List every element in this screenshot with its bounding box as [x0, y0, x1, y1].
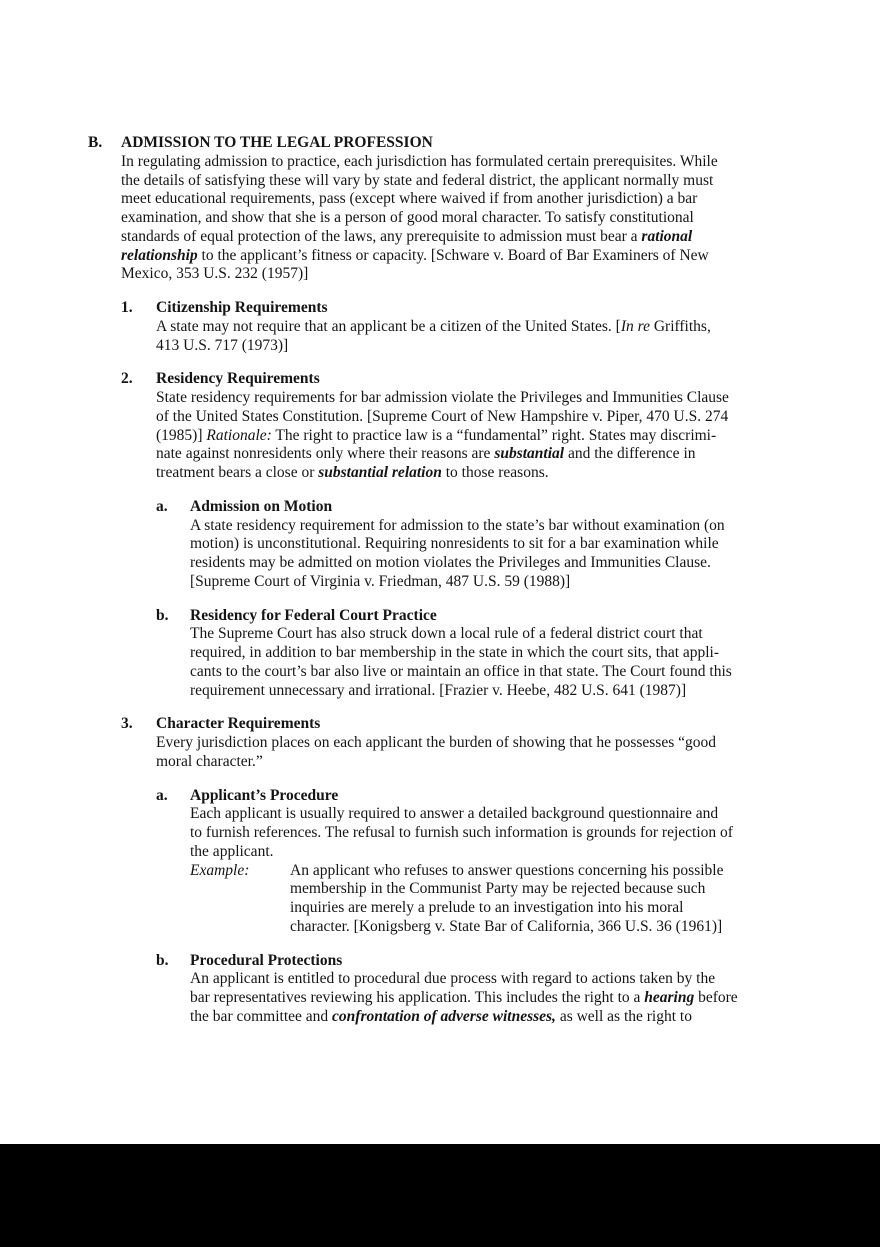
- doc-line: [290, 862, 792, 881]
- doc-block: [88, 134, 792, 284]
- doc-line: [156, 464, 792, 483]
- text-run: required, in addition to bar membership in the state in which the court sits, that appli-: [190, 644, 720, 661]
- text-run: An applicant is entitled to procedural due process with regard to actions taken by the: [190, 970, 716, 988]
- emphasis-run: In re: [620, 317, 650, 335]
- text-run: motion) is unconstitutional. Requiring nonresidents to sit for a bar examination while: [190, 535, 719, 553]
- text-run: Each applicant is usually required to answer a detailed background questionnaire and: [190, 805, 719, 823]
- block-body: [156, 370, 792, 483]
- text-run: 413 U.S. 717 (1973)]: [156, 336, 289, 354]
- doc-line: [190, 989, 792, 1008]
- text-run: An applicant who refuses to answer questions concerning his possible: [290, 861, 724, 879]
- block-body: [190, 498, 792, 592]
- doc-line: [156, 389, 792, 408]
- emphasis-run: confrontation of adverse witnesses,: [332, 1007, 556, 1025]
- doc-block: [121, 370, 792, 483]
- text-run: inquiries are merely a prelude to an investigation into his moral: [290, 899, 684, 916]
- emphasis-run: relationship: [121, 246, 198, 264]
- text-run: as well as the right to: [555, 1007, 692, 1025]
- doc-line: [190, 682, 792, 701]
- doc-line: [190, 805, 792, 824]
- text-run: The right to practice law is a “fundamental” right. States may discrimi-: [271, 426, 717, 444]
- doc-line: [156, 408, 792, 427]
- doc-line: [290, 918, 792, 937]
- doc-line: [190, 625, 792, 644]
- text-run: treatment bears a close or: [156, 464, 319, 481]
- block-body: [156, 299, 792, 355]
- text-run: before: [694, 989, 738, 1006]
- bottom-black-bar: [0, 1144, 880, 1247]
- doc-line: [121, 153, 792, 172]
- text-run: In regulating admission to practice, each jurisdiction has formulated certain prerequisites. While: [121, 152, 718, 170]
- text-run: The Supreme Court has also struck down a local rule of a federal district court that: [190, 625, 703, 643]
- doc-line: [190, 970, 792, 989]
- doc-line: [121, 190, 792, 209]
- text-run: Griffiths,: [649, 317, 711, 335]
- doc-line: [190, 824, 792, 843]
- text-run: standards of equal protection of the laws, any prerequisite to admission must bear a: [121, 227, 642, 245]
- block-title: Residency Requirements: [156, 370, 320, 388]
- emphasis-run: rational: [641, 227, 693, 245]
- text-run: character. [Konigsberg v. State Bar of California, 366 U.S. 36 (1961)]: [290, 917, 723, 935]
- text-run: Mexico, 353 U.S. 232 (1957)]: [121, 265, 309, 283]
- text-run: cants to the court’s bar also live or maintain an office in that state. The Court found this: [190, 662, 732, 680]
- text-run: requirement unnecessary and irrational. [Frazier v. Heebe, 482 U.S. 641 (1987)]: [190, 681, 687, 699]
- block-body: [156, 715, 792, 771]
- block-label: b.: [156, 951, 169, 969]
- doc-line: [190, 644, 792, 663]
- text-run: bar representatives reviewing his application. This includes the right to a: [190, 989, 645, 1006]
- text-run: Every jurisdiction places on each applicant the burden of showing that he possesses “good: [156, 734, 717, 751]
- document-body: [88, 134, 792, 1027]
- text-run: to furnish references. The refusal to furnish such information is grounds for rejection of: [190, 824, 733, 841]
- doc-line: [190, 535, 792, 554]
- text-run: and the difference in: [564, 445, 696, 463]
- text-run: to the applicant’s fitness or capacity. [Schware v. Board of Bar Examiners of New: [197, 246, 709, 264]
- doc-line: [156, 753, 792, 772]
- block-body: [121, 134, 792, 284]
- text-run: membership in the Communist Party may be rejected because such: [290, 880, 706, 898]
- text-run: to those reasons.: [441, 464, 549, 481]
- doc-block: [121, 715, 792, 771]
- doc-line: [121, 172, 792, 191]
- block-label: a.: [156, 786, 168, 804]
- text-run: [Supreme Court of Virginia v. Friedman, 487 U.S. 59 (1988)]: [190, 572, 571, 590]
- emphasis-run: Rationale:: [206, 426, 272, 444]
- block-title: Residency for Federal Court Practice: [190, 606, 437, 624]
- block-body: [190, 787, 792, 937]
- block-title: Applicant’s Procedure: [190, 786, 339, 804]
- block-body: [190, 607, 792, 701]
- text-run: the details of satisfying these will vary by state and federal district, the applicant normally must: [121, 171, 714, 189]
- doc-line: [156, 427, 792, 446]
- block-label: 3.: [121, 715, 133, 733]
- doc-line: [190, 663, 792, 682]
- text-run: nate against nonresidents only where their reasons are: [156, 445, 495, 463]
- doc-line: [190, 554, 792, 573]
- doc-block: [156, 498, 792, 592]
- example-body: [290, 862, 792, 937]
- block-label: B.: [88, 134, 103, 151]
- block-title: Procedural Protections: [190, 951, 343, 969]
- doc-line: [156, 337, 792, 356]
- example-label: Example:: [190, 861, 250, 879]
- text-run: meet educational requirements, pass (except where waived if from another jurisdiction) a bar: [121, 190, 698, 208]
- text-run: of the United States Constitution. [Supreme Court of New Hampshire v. Piper, 470 U.S. 274: [156, 407, 729, 425]
- block-label: a.: [156, 497, 168, 515]
- text-run: examination, and show that she is a person of good moral character. To satisfy constitutional: [121, 209, 694, 226]
- doc-line: [190, 573, 792, 592]
- block-label: b.: [156, 606, 169, 624]
- example-block: [190, 862, 792, 937]
- block-title: Admission on Motion: [190, 497, 333, 515]
- text-run: residents may be admitted on motion violates the Privileges and Immunities Clause.: [190, 554, 711, 571]
- block-title: ADMISSION TO THE LEGAL PROFESSION: [121, 134, 433, 151]
- doc-line: [121, 228, 792, 247]
- doc-line: [156, 734, 792, 753]
- doc-line: [290, 880, 792, 899]
- doc-block: [156, 952, 792, 1027]
- block-label: 1.: [121, 299, 133, 316]
- doc-line: [121, 209, 792, 228]
- doc-block: [156, 607, 792, 701]
- doc-block: [156, 787, 792, 937]
- emphasis-run: substantial relation: [318, 464, 442, 481]
- emphasis-run: hearing: [644, 989, 695, 1006]
- doc-line: [121, 247, 792, 266]
- block-title: Citizenship Requirements: [156, 299, 328, 316]
- block-body: [190, 952, 792, 1027]
- doc-line: [190, 1008, 792, 1027]
- doc-line: [190, 517, 792, 536]
- block-title: Character Requirements: [156, 715, 321, 733]
- emphasis-run: substantial: [494, 445, 565, 463]
- doc-line: [121, 265, 792, 284]
- text-run: the applicant.: [190, 842, 274, 860]
- text-run: the bar committee and: [190, 1007, 333, 1025]
- doc-line: [156, 445, 792, 464]
- doc-block: [121, 299, 792, 355]
- doc-line: [190, 843, 792, 862]
- text-run: A state residency requirement for admission to the state’s bar without examination (on: [190, 516, 725, 534]
- block-label: 2.: [121, 370, 133, 388]
- text-run: moral character.”: [156, 752, 263, 770]
- text-run: (1985)]: [156, 426, 207, 444]
- doc-line: [290, 899, 792, 918]
- doc-line: [156, 318, 792, 337]
- text-run: A state may not require that an applicant be a citizen of the United States. [: [156, 317, 621, 335]
- text-run: State residency requirements for bar admission violate the Privileges and Immunities Clause: [156, 389, 729, 406]
